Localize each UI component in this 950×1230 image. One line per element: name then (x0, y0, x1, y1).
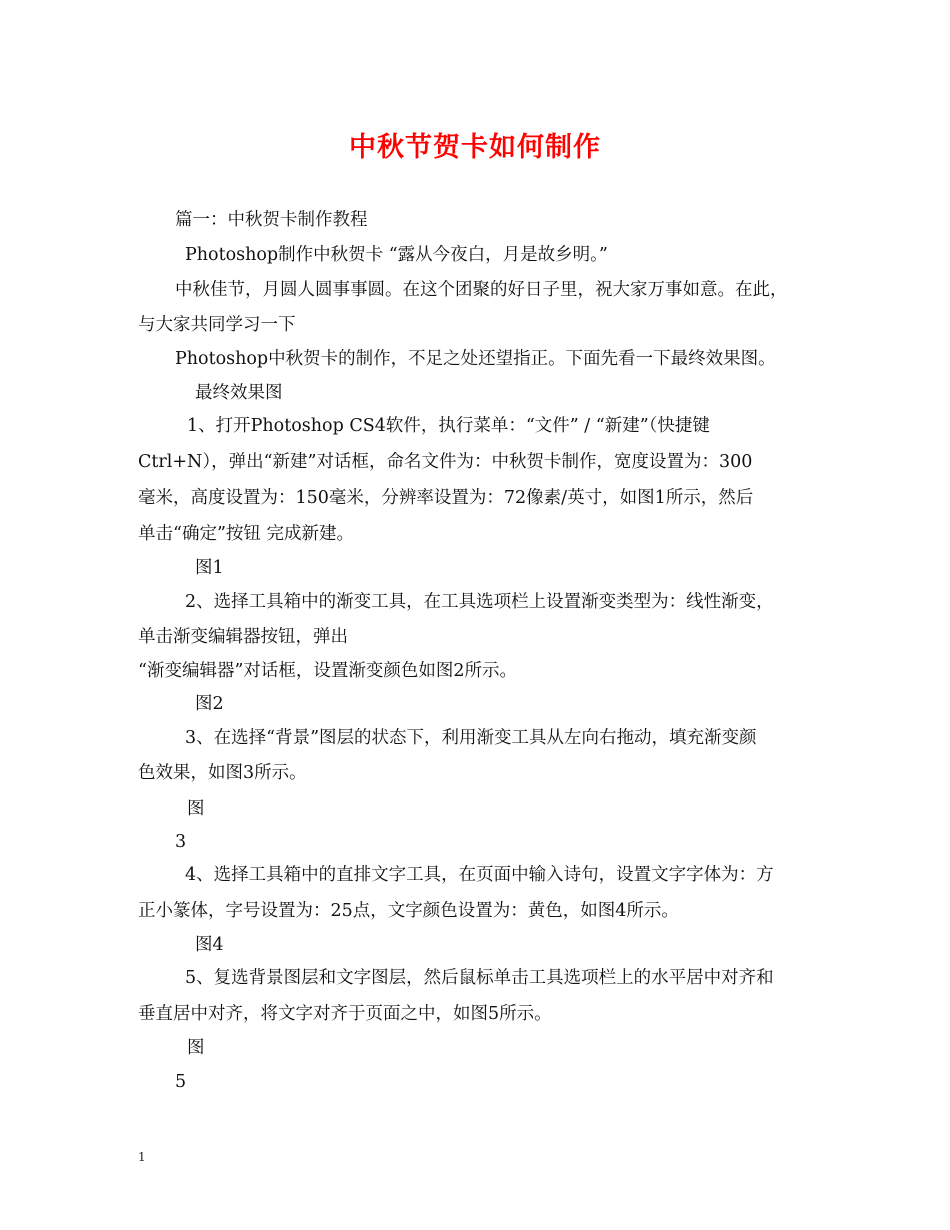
figure-caption: 图1 (195, 558, 224, 578)
text-line: “渐变编辑器”对话框，设置渐变颜色如图2所示。 (138, 661, 518, 681)
text-line: 与大家共同学习一下 (138, 315, 296, 335)
figure-caption: 图 (187, 799, 205, 819)
figure-caption: 最终效果图 (195, 383, 283, 403)
text-line: 色效果，如图3所示。 (138, 763, 307, 783)
text-line: 单击渐变编辑器按钮，弹出 (138, 627, 348, 647)
text-line: 篇一：中秋贺卡制作教程 (175, 210, 368, 230)
page-number: 1 (138, 1150, 146, 1164)
page-title: 中秋节贺卡如何制作 (349, 132, 601, 163)
text-line: 垂直居中对齐，将文字对齐于页面之中，如图5所示。 (138, 1004, 552, 1024)
text-line: 3、在选择“背景”图层的状态下，利用渐变工具从左向右拖动，填充渐变颜 (185, 728, 757, 748)
figure-caption: 图4 (195, 935, 224, 955)
text-line: Ctrl+N），弹出“新建”对话框，命名文件为：中秋贺卡制作，宽度设置为：300 (138, 452, 753, 472)
text-line: Photoshop中秋贺卡的制作，不足之处还望指正。下面先看一下最终效果图。 (175, 349, 776, 369)
figure-caption: 3 (175, 832, 187, 852)
figure-caption: 5 (175, 1072, 187, 1092)
text-line: 中秋佳节，月圆人圆事事圆。在这个团聚的好日子里，祝大家万事如意。在此， (175, 280, 788, 300)
text-line: 4、选择工具箱中的直排文字工具，在页面中输入诗句，设置文字字体为：方 (185, 865, 774, 885)
figure-caption: 图2 (195, 694, 224, 714)
text-line: 单击“确定”按钮 完成新建。 (138, 524, 354, 544)
text-line: 2、选择工具箱中的渐变工具，在工具选项栏上设置渐变类型为：线性渐变， (185, 592, 774, 612)
figure-caption: 图 (187, 1038, 205, 1058)
text-line: 毫米，高度设置为：150毫米，分辨率设置为：72像素/英寸，如图1所示，然后 (138, 488, 754, 508)
text-line: 5、复选背景图层和文字图层，然后鼠标单击工具选项栏上的水平居中对齐和 (185, 968, 774, 988)
text-line: 1、打开Photoshop CS4软件，执行菜单：“文件” / “新建”（快捷键 (187, 416, 710, 436)
text-line: Photoshop制作中秋贺卡 “露从今夜白，月是故乡明。” (185, 245, 608, 265)
text-line: 正小篆体，字号设置为：25点，文字颜色设置为：黄色，如图4所示。 (138, 901, 679, 921)
